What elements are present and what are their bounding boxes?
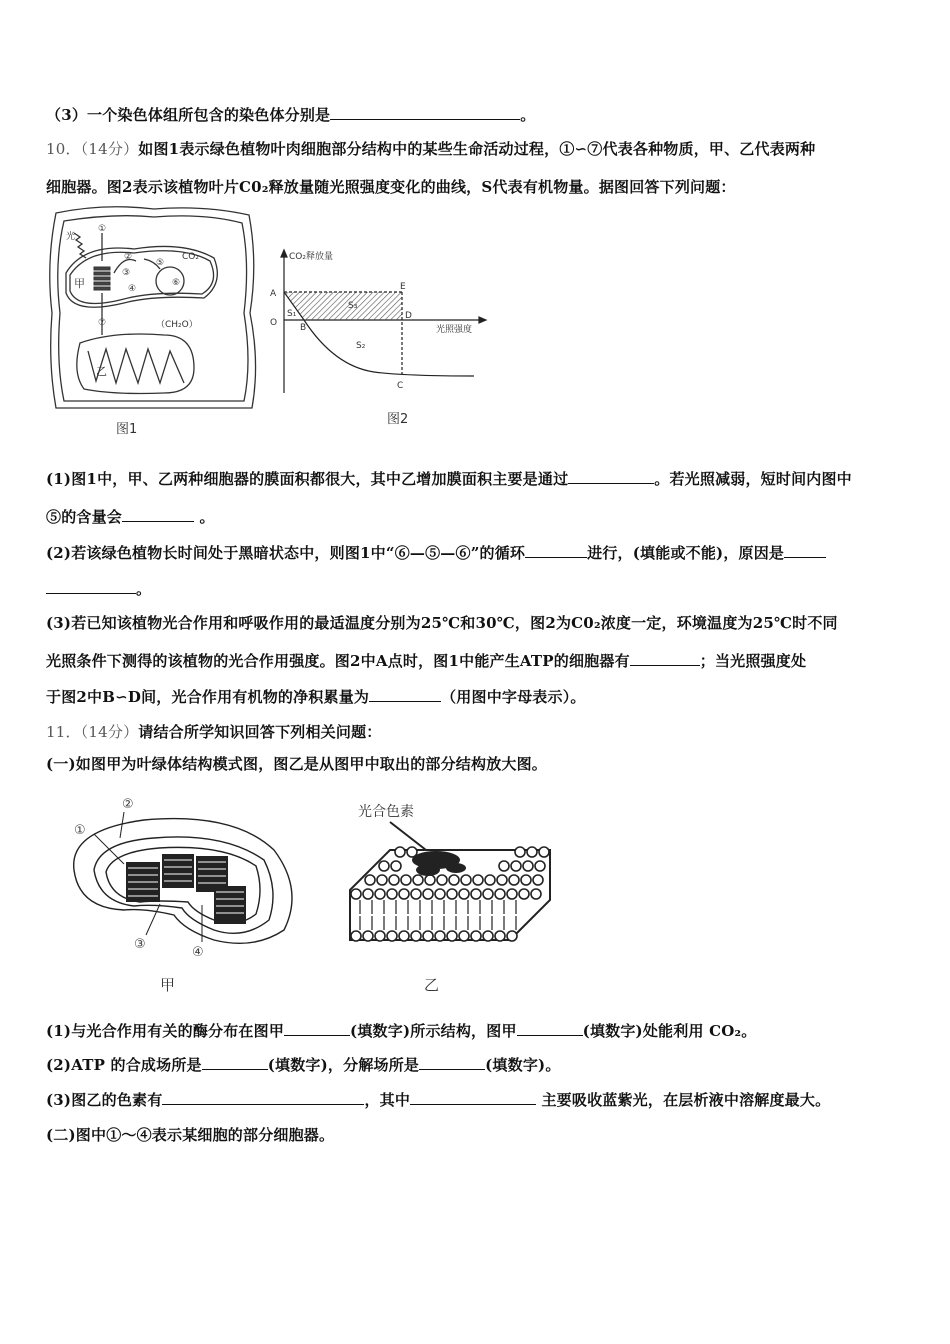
q10-part2-line1 xyxy=(46,542,826,563)
point-c: C xyxy=(397,381,404,391)
q11-s2-text: (2)ATP 的合成场所是 xyxy=(46,1056,202,1074)
figure1-cell-diagram xyxy=(44,203,264,413)
x-axis-label: 光照强度 xyxy=(436,325,473,335)
answer-blank[interactable] xyxy=(410,1090,536,1105)
label-1: ① xyxy=(74,823,86,838)
q9-part3-text: （3）一个染色体组所包含的染色体分别是 xyxy=(46,106,331,124)
q11-part2-intro xyxy=(46,1124,334,1145)
q11-s1-text-2: (填数字)所示结构，图甲 xyxy=(350,1022,517,1040)
q9-part3 xyxy=(46,104,535,125)
q10-p1-text-2: 。若光照减弱，短时间内图中 xyxy=(654,470,852,488)
q11-intro-text: 请结合所学知识回答下列相关问题： xyxy=(138,723,382,741)
point-e: E xyxy=(400,282,406,292)
q11-s2-text-3: (填数字)。 xyxy=(485,1056,561,1074)
q10-p3-text: (3)若已知该植物光合作用和呼吸作用的最适温度分别为25℃和30℃，图2为C0₂浓度一定，环境温度为25℃时不同 xyxy=(46,614,838,632)
q10-p3-text-5: （用图中字母表示）。 xyxy=(441,688,586,706)
area-s2: S₂ xyxy=(356,341,366,351)
q11-s2-text-2: (填数字)，分解场所是 xyxy=(267,1056,420,1074)
label-1: ① xyxy=(98,224,107,234)
label-jia: 甲 xyxy=(74,277,85,290)
q11-part1-text: (一)如图甲为叶绿体结构模式图，图乙是从图甲中取出的部分结构放大图。 xyxy=(46,755,547,773)
answer-blank[interactable] xyxy=(46,579,136,594)
y-axis-label: CO₂释放量 xyxy=(289,252,333,262)
q11-s3 xyxy=(46,1089,830,1110)
answer-blank[interactable] xyxy=(630,651,700,666)
period: 。 xyxy=(194,508,215,526)
label-photosynthetic-pigment: 光合色素 xyxy=(358,804,414,820)
label-7: ⑦ xyxy=(98,318,107,328)
answer-blank[interactable] xyxy=(369,687,441,702)
q10-part1-line1 xyxy=(46,468,852,489)
q11-s3-text: (3)图乙的色素有 xyxy=(46,1091,163,1109)
label-3: ③ xyxy=(134,937,146,952)
point-d: D xyxy=(405,311,412,321)
q10-p1-text: (1)图1中，甲、乙两种细胞器的膜面积都很大，其中乙增加膜面积主要是通过 xyxy=(46,470,569,488)
label-2: ② xyxy=(122,797,134,812)
answer-blank[interactable] xyxy=(784,543,826,558)
q10-part2-line2 xyxy=(46,578,151,599)
question-number: 10．（14分） xyxy=(46,140,139,158)
answer-blank[interactable] xyxy=(517,1021,583,1036)
figure1-caption: 图1 xyxy=(116,422,138,437)
q10-p2-text-2: 进行，(填能或不能)，原因是 xyxy=(587,544,785,562)
figure-jia-chloroplast xyxy=(64,790,304,970)
q10-p3-text-4: 于图2中B∽D间，光合作用有机物的净积累量为 xyxy=(46,688,370,706)
answer-blank[interactable] xyxy=(525,543,587,558)
q11-s3-text-2: ，其中 xyxy=(364,1091,411,1109)
label-co2: CO₂ xyxy=(182,252,199,262)
area-s3: S₃ xyxy=(348,301,358,311)
q10-part3-line1 xyxy=(46,612,838,633)
q10-intro-line1 xyxy=(46,138,815,159)
label-4: ④ xyxy=(192,945,204,960)
q10-part3-line2 xyxy=(46,650,806,671)
answer-blank[interactable] xyxy=(419,1055,485,1070)
answer-blank[interactable] xyxy=(284,1021,350,1036)
q10-part1-line2 xyxy=(46,506,215,527)
label-yi: 乙 xyxy=(96,365,107,378)
q11-s2 xyxy=(46,1054,561,1075)
q11-part1-intro xyxy=(46,753,547,774)
figure2-co2-curve-chart xyxy=(264,248,494,398)
q10-intro-line2 xyxy=(46,176,736,197)
figure-yi-caption: 乙 xyxy=(424,976,440,994)
area-s1: S₁ xyxy=(287,309,297,319)
figure-jia-caption: 甲 xyxy=(160,976,176,994)
q11-intro xyxy=(46,721,381,742)
q10-part3-line3 xyxy=(46,686,586,707)
q10-intro-text: 如图1表示绿色植物叶肉细胞部分结构中的某些生命活动过程，①∽⑦代表各种物质，甲、乙代表两种 xyxy=(138,140,816,158)
question-number: 11．（14分） xyxy=(46,723,139,741)
label-light: 光 xyxy=(66,232,76,242)
q11-s1-text-3: (填数字)处能利用 CO₂。 xyxy=(582,1022,757,1040)
q10-p3-text-3: ；当光照强度处 xyxy=(699,652,807,670)
label-5: ⑤ xyxy=(156,258,165,268)
label-6: ⑥ xyxy=(172,278,181,288)
label-4: ④ xyxy=(128,284,137,294)
q10-p2-text: (2)若该绿色植物长时间处于黑暗状态中，则图1中“⑥—⑤—⑥”的循环 xyxy=(46,544,526,562)
period: 。 xyxy=(520,106,536,124)
q10-p1-text-3: ⑤的含量会 xyxy=(46,508,123,526)
q10-p3-text-2: 光照条件下测得的该植物的光合作用强度。图2中A点时，图1中能产生ATP的细胞器有 xyxy=(46,652,630,670)
figure2-caption: 图2 xyxy=(387,412,409,427)
answer-blank[interactable] xyxy=(568,469,654,484)
point-b: B xyxy=(300,323,307,333)
label-ch2o: （CH₂O） xyxy=(156,320,198,330)
q11-s1 xyxy=(46,1020,756,1041)
q11-s1-text: (1)与光合作用有关的酶分布在图甲 xyxy=(46,1022,285,1040)
point-a: A xyxy=(270,289,277,299)
period: 。 xyxy=(136,580,152,598)
label-3: ③ xyxy=(122,268,131,278)
point-o: O xyxy=(270,318,278,328)
answer-blank[interactable] xyxy=(202,1055,268,1070)
answer-blank[interactable] xyxy=(162,1090,364,1105)
q10-intro-text-2: 细胞器。图2表示该植物叶片C0₂释放量随光照强度变化的曲线，S代表有机物量。据图回答下列问题： xyxy=(46,178,736,196)
q11-part2-text: (二)图中①～④表示某细胞的部分细胞器。 xyxy=(46,1126,335,1144)
answer-blank[interactable] xyxy=(122,507,194,522)
figure-yi-thylakoid-membrane xyxy=(340,790,560,950)
label-2: ② xyxy=(124,252,133,262)
answer-blank[interactable] xyxy=(330,105,520,120)
q11-s3-text-3: 主要吸收蓝紫光，在层析液中溶解度最大。 xyxy=(536,1091,831,1109)
